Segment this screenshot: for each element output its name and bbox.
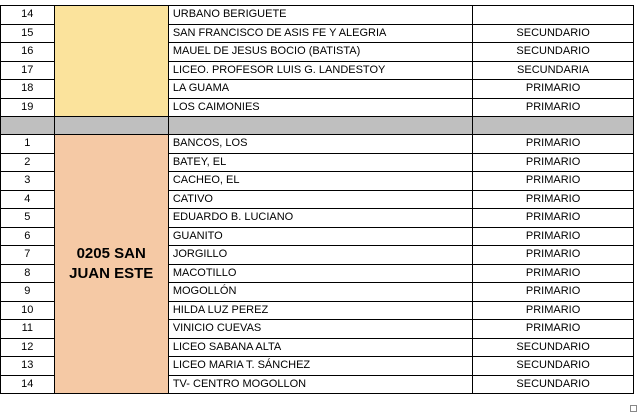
school-name: GUANITO <box>168 227 472 246</box>
schools-table-body <box>1 6 634 394</box>
school-name: TV- CENTRO MOGOLLON <box>168 375 472 394</box>
school-level: SECUNDARIO <box>473 24 634 43</box>
row-number: 5 <box>1 209 55 228</box>
row-number: 7 <box>1 246 55 265</box>
district-code-cell-previous <box>54 6 168 117</box>
school-level <box>473 6 634 25</box>
school-level: PRIMARIO <box>473 264 634 283</box>
school-name: LICEO SABANA ALTA <box>168 338 472 357</box>
school-name: LICEO. PROFESOR LUIS G. LANDESTOY <box>168 61 472 80</box>
school-level: PRIMARIO <box>473 190 634 209</box>
separator-cell <box>168 117 472 135</box>
resize-corner-icon[interactable] <box>630 405 637 412</box>
district-code-cell <box>54 135 168 394</box>
school-level: SECUNDARIO <box>473 338 634 357</box>
row-number: 14 <box>1 375 55 394</box>
district-code-label: 0205 SAN JUAN ESTE <box>69 245 154 282</box>
row-number: 2 <box>1 153 55 172</box>
schools-table <box>0 5 634 394</box>
school-name: EDUARDO B. LUCIANO <box>168 209 472 228</box>
school-level: PRIMARIO <box>473 283 634 302</box>
row-number: 6 <box>1 227 55 246</box>
school-name: LOS CAIMONIES <box>168 98 472 117</box>
row-number: 9 <box>1 283 55 302</box>
school-name: CATIVO <box>168 190 472 209</box>
school-level: SECUNDARIO <box>473 43 634 62</box>
row-number: 11 <box>1 320 55 339</box>
school-name: BATEY, EL <box>168 153 472 172</box>
school-name: LICEO MARIA T. SÁNCHEZ <box>168 357 472 376</box>
school-name: MOGOLLÓN <box>168 283 472 302</box>
school-level: PRIMARIO <box>473 98 634 117</box>
school-name: LA GUAMA <box>168 80 472 99</box>
separator-cell <box>54 117 168 135</box>
school-level: PRIMARIO <box>473 209 634 228</box>
row-number: 16 <box>1 43 55 62</box>
school-name: VINICIO CUEVAS <box>168 320 472 339</box>
school-level: SECUNDARIO <box>473 375 634 394</box>
school-level: PRIMARIO <box>473 301 634 320</box>
school-level: SECUNDARIO <box>473 357 634 376</box>
school-level: PRIMARIO <box>473 246 634 265</box>
school-level: SECUNDARIA <box>473 61 634 80</box>
school-level: PRIMARIO <box>473 153 634 172</box>
row-number: 4 <box>1 190 55 209</box>
separator-row <box>1 117 634 135</box>
row-number: 19 <box>1 98 55 117</box>
school-level: PRIMARIO <box>473 227 634 246</box>
school-name: SAN FRANCISCO DE ASIS FE Y ALEGRIA <box>168 24 472 43</box>
school-name: JORGILLO <box>168 246 472 265</box>
school-name: CACHEO, EL <box>168 172 472 191</box>
row-number: 12 <box>1 338 55 357</box>
row-number: 17 <box>1 61 55 80</box>
row-number: 8 <box>1 264 55 283</box>
school-name: URBANO BERIGUETE <box>168 6 472 25</box>
school-name: MACOTILLO <box>168 264 472 283</box>
row-number: 10 <box>1 301 55 320</box>
row-number: 18 <box>1 80 55 99</box>
row-number: 1 <box>1 135 55 154</box>
row-number: 15 <box>1 24 55 43</box>
separator-cell <box>473 117 634 135</box>
row-number: 13 <box>1 357 55 376</box>
school-level: PRIMARIO <box>473 320 634 339</box>
school-name: HILDA LUZ PEREZ <box>168 301 472 320</box>
table-row <box>1 6 634 25</box>
row-number: 14 <box>1 6 55 25</box>
row-number: 3 <box>1 172 55 191</box>
school-level: PRIMARIO <box>473 80 634 99</box>
separator-cell <box>1 117 55 135</box>
school-name: MAUEL DE JESUS BOCIO (BATISTA) <box>168 43 472 62</box>
school-level: PRIMARIO <box>473 172 634 191</box>
school-name: BANCOS, LOS <box>168 135 472 154</box>
table-row <box>1 135 634 154</box>
school-level: PRIMARIO <box>473 135 634 154</box>
